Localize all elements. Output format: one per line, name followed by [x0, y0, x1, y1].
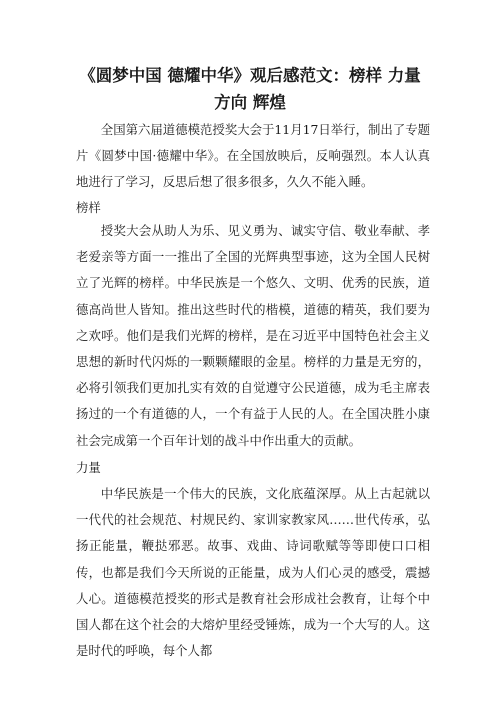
document-title: 《圆梦中国 德耀中华》观后感范文：榜样 力量 方向 辉煌 [79, 66, 421, 112]
intro-paragraph: 全国第六届道德模范授奖大会于11月17日举行，制出了专题片《圆梦中国·德耀中华》。在全国放映后，反响强烈。本人认真地进行了学习，反思后想了很多很多，久久不能入睡。 [76, 122, 430, 190]
section-heading-bangyang: 榜样 [76, 200, 101, 215]
section-body-liliang: 中华民族是一个伟大的民族，文化底蕴深厚。从上古起就以一代代的社会规范、村规民约、家训家教家风……世代传承，弘扬正能量，鞭挞邪恶。故事、戏曲、诗词歌赋等等即使口口相传，也都是我们今天所说的正能量，成为人们心灵的感受，震撼人心。道德模范授奖的形式是教育社会形成社会教育，让每个中国人都在这个社会的大熔炉里经受锤炼，成为一个大写的人。这是时代的呼唤，每个人都 [76, 486, 430, 659]
section-heading-liliang: 力量 [76, 460, 101, 475]
section-body-bangyang: 授奖大会从助人为乐、见义勇为、诚实守信、敬业奉献、孝老爱亲等方面一一推出了全国的光辉典型事迹，这为全国人民树立了光辉的榜样。中华民族是一个悠久、文明、优秀的民族，道德高尚世人皆知。推出这些时代的楷模，道德的精英，我们要为之欢呼。他们是我们光辉的榜样，是在习近平中国特色社会主义思想的新时代闪烁的一颗颗耀眼的金星。榜样的力量是无穷的，必将引领我们更加扎实有效的自觉遵守公民道德，成为毛主席表扬过的一个有道德的人，一个有益于人民的人。在全国决胜小康社会完成第一个百年计划的战斗中作出重大的贡献。 [76, 223, 430, 448]
